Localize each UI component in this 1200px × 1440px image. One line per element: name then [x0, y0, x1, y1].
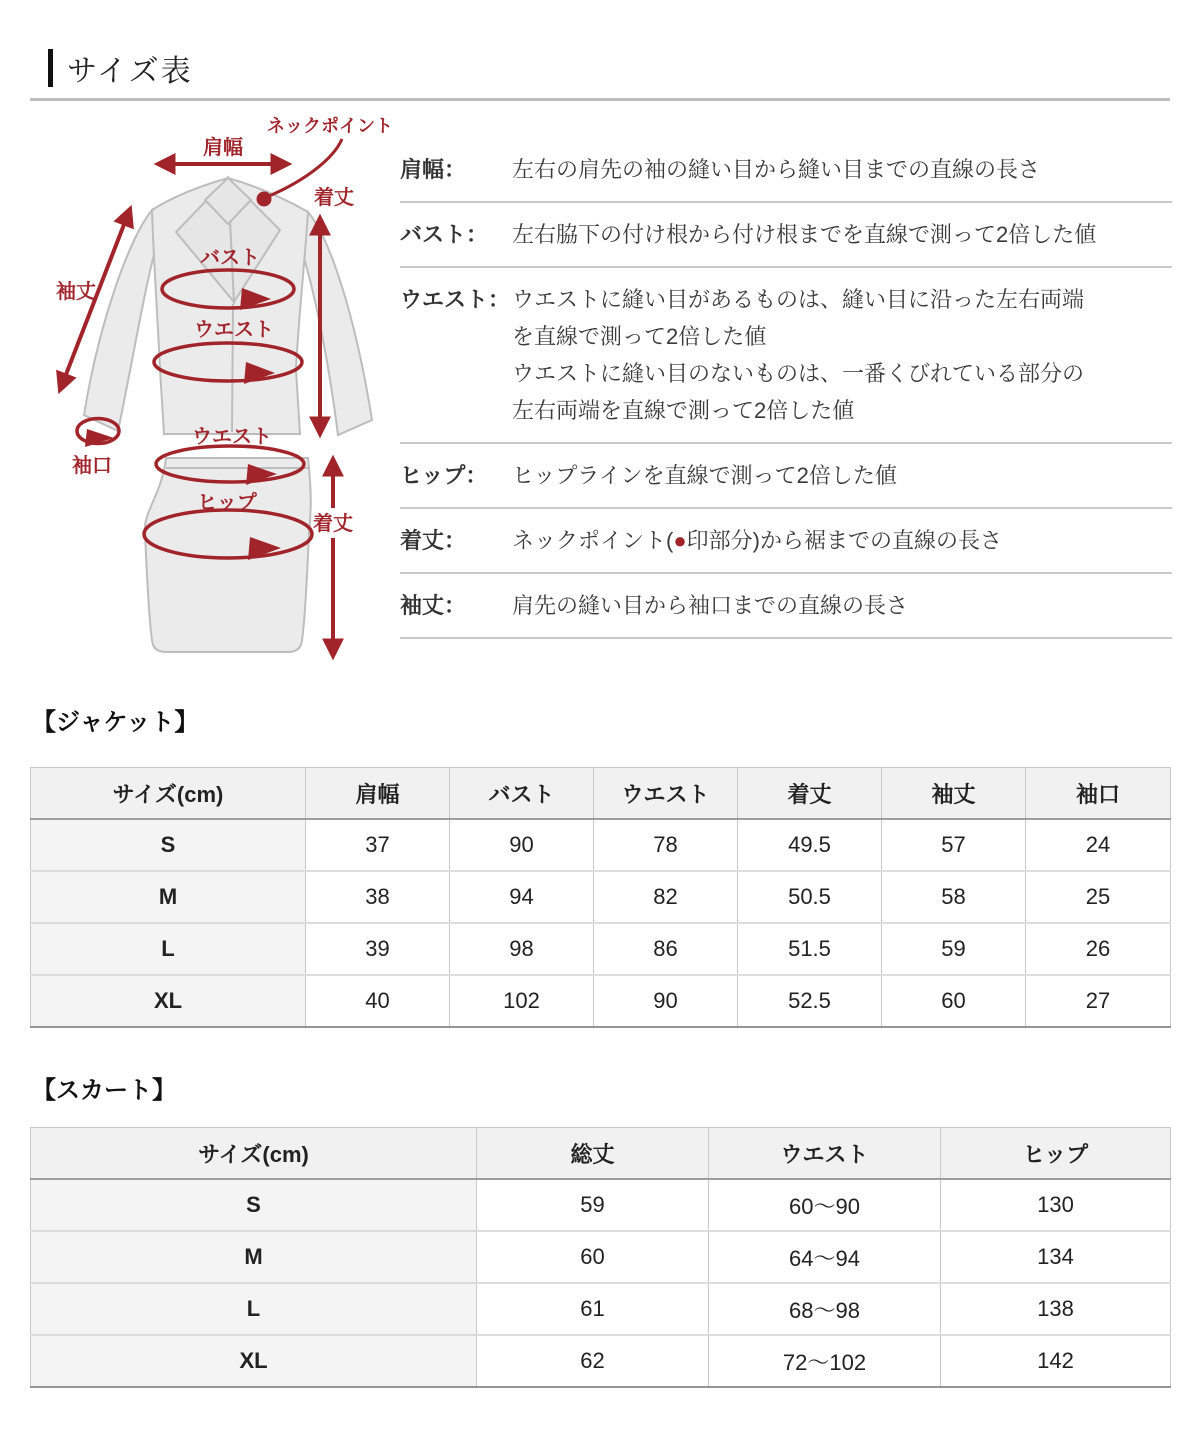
value-cell: 40 [306, 975, 450, 1027]
value-cell: 27 [1026, 975, 1171, 1027]
table-row [31, 1283, 1171, 1335]
value-cell: 37 [306, 819, 450, 871]
title-divider [30, 98, 1170, 101]
definition-desc: 左右脇下の付け根から付け根までを直線で測って2倍した値 [512, 222, 1097, 247]
shoulder-width-label: 肩幅 [203, 137, 243, 159]
page-title-row [48, 46, 193, 90]
definition-desc-line: 左右両端を直線で測って2倍した値 [512, 398, 855, 423]
definition-desc: 左右の肩先の袖の縫い目から縫い目までの直線の長さ [512, 157, 1041, 182]
column-header: ヒップ [941, 1128, 1171, 1180]
definition-desc-text: ネックポイント( [512, 528, 674, 553]
definition-desc-text: 印部分)から裾までの直線の長さ [686, 528, 1002, 553]
value-cell: 134 [941, 1231, 1171, 1283]
jacket-waist-label: ウエスト [194, 319, 274, 341]
value-cell: 142 [941, 1335, 1171, 1387]
definitions-panel [400, 138, 1172, 639]
size-cell: M [31, 871, 306, 923]
definition-term: ヒップ： [400, 463, 488, 488]
definition-row-shoulder-width [400, 138, 1172, 203]
column-header: バスト [450, 768, 594, 820]
page-title: サイズ表 [67, 55, 193, 88]
jacket-heading: 【ジャケット】 [32, 709, 199, 736]
definition-row-length [400, 509, 1172, 574]
value-cell: 50.5 [738, 871, 882, 923]
value-cell: 61 [477, 1283, 709, 1335]
value-cell: 130 [941, 1179, 1171, 1231]
skirt-size-table [30, 1127, 1171, 1388]
jacket-length-label: 着丈 [314, 187, 354, 209]
table-row [31, 923, 1171, 975]
column-header: 袖口 [1026, 768, 1171, 820]
title-accent-bar [48, 49, 53, 87]
value-cell: 59 [477, 1179, 709, 1231]
definition-desc: ヒップラインを直線で測って2倍した値 [512, 463, 897, 488]
column-header: ウエスト [709, 1128, 941, 1180]
value-cell: 25 [1026, 871, 1171, 923]
value-cell: 58 [882, 871, 1026, 923]
measurement-guide-section [0, 112, 1200, 702]
value-cell: 52.5 [738, 975, 882, 1027]
value-cell: 60 [477, 1231, 709, 1283]
table-row [31, 1231, 1171, 1283]
value-cell: 90 [594, 975, 738, 1027]
skirt-waist-label: ウエスト [192, 426, 272, 448]
definition-desc [512, 281, 1172, 429]
value-cell: 98 [450, 923, 594, 975]
skirt-section [30, 1070, 1170, 1388]
value-cell: 102 [450, 975, 594, 1027]
definition-term: ウエスト： [400, 287, 511, 312]
column-header: ウエスト [594, 768, 738, 820]
value-cell: 64～94 [709, 1231, 941, 1283]
header-row [31, 768, 1171, 820]
column-header: 肩幅 [306, 768, 450, 820]
value-cell: 38 [306, 871, 450, 923]
column-header: 袖丈 [882, 768, 1026, 820]
neck-point-dot: ● [673, 528, 687, 553]
bust-label: バスト [200, 247, 260, 269]
value-cell: 60 [882, 975, 1026, 1027]
definition-row-hip [400, 444, 1172, 509]
column-header: 着丈 [738, 768, 882, 820]
definition-desc [512, 522, 1172, 559]
definition-desc-line: を直線で測って2倍した値 [512, 324, 767, 349]
value-cell: 82 [594, 871, 738, 923]
definition-term: 肩幅： [400, 157, 467, 182]
definition-term: 袖丈： [400, 593, 467, 618]
definition-desc: 肩先の縫い目から袖口までの直線の長さ [512, 593, 909, 618]
size-cell: L [31, 1283, 477, 1335]
value-cell: 39 [306, 923, 450, 975]
skirt-length-label: 着丈 [313, 513, 353, 535]
skirt-illustration [145, 458, 311, 652]
jacket-size-table [30, 767, 1171, 1028]
value-cell: 24 [1026, 819, 1171, 871]
definition-row-sleeve-length [400, 574, 1172, 639]
value-cell: 138 [941, 1283, 1171, 1335]
sleeve-length-label: 袖丈 [56, 281, 96, 303]
size-cell: L [31, 923, 306, 975]
value-cell: 49.5 [738, 819, 882, 871]
hip-label: ヒップ [197, 492, 257, 514]
table-row [31, 871, 1171, 923]
column-header: 総丈 [477, 1128, 709, 1180]
size-cell: XL [31, 975, 306, 1027]
definition-desc-line: ウエストに縫い目のないものは、一番くびれている部分の [512, 361, 1085, 386]
value-cell: 57 [882, 819, 1026, 871]
size-cell: S [31, 819, 306, 871]
cuff-label: 袖口 [72, 455, 112, 477]
value-cell: 26 [1026, 923, 1171, 975]
definition-term: バスト： [400, 222, 489, 247]
size-cell: M [31, 1231, 477, 1283]
table-row [31, 1179, 1171, 1231]
value-cell: 86 [594, 923, 738, 975]
size-cell: XL [31, 1335, 477, 1387]
value-cell: 78 [594, 819, 738, 871]
value-cell: 68～98 [709, 1283, 941, 1335]
value-cell: 90 [450, 819, 594, 871]
table-row [31, 1335, 1171, 1387]
skirt-heading: 【スカート】 [32, 1077, 176, 1104]
size-cell: S [31, 1179, 477, 1231]
value-cell: 72～102 [709, 1335, 941, 1387]
neck-point-label: ネックポイント [267, 116, 393, 136]
value-cell: 60～90 [709, 1179, 941, 1231]
table-row [31, 819, 1171, 871]
table-row [31, 975, 1171, 1027]
definition-row-waist [400, 268, 1172, 444]
definition-term: 着丈： [400, 528, 467, 553]
value-cell: 94 [450, 871, 594, 923]
measurement-diagram [40, 112, 410, 700]
column-header: サイズ(cm) [31, 768, 306, 820]
value-cell: 59 [882, 923, 1026, 975]
definition-row-bust [400, 203, 1172, 268]
value-cell: 62 [477, 1335, 709, 1387]
definition-desc-line: ウエストに縫い目があるものは、縫い目に沿った左右両端 [512, 287, 1085, 312]
value-cell: 51.5 [738, 923, 882, 975]
neck-point-dot-marker [257, 192, 272, 207]
jacket-section [30, 702, 1170, 1028]
header-row [31, 1128, 1171, 1180]
column-header: サイズ(cm) [31, 1128, 477, 1180]
